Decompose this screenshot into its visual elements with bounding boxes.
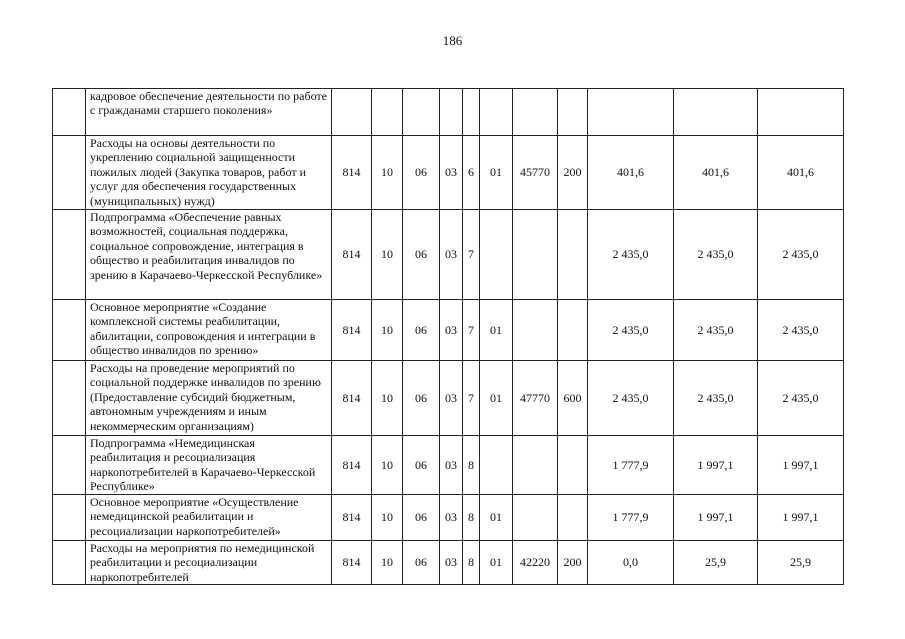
section-cell: 10 [372, 361, 403, 436]
amount-1-cell: 1 777,9 [588, 495, 674, 541]
blank-cell [53, 300, 86, 361]
amount-2-cell: 401,6 [674, 136, 758, 210]
name-cell: кадровое обеспечение деятельности по работе с гражданами старшего поколения» [86, 89, 332, 136]
event-cell [480, 89, 513, 136]
amount-3-cell: 2 435,0 [758, 361, 844, 436]
subprogram-cell: 6 [463, 136, 480, 210]
expense-type-cell: 600 [558, 361, 588, 436]
admin-code-cell: 814 [332, 300, 372, 361]
program-cell: 03 [440, 361, 463, 436]
section-cell: 10 [372, 436, 403, 495]
section-cell: 10 [372, 136, 403, 210]
amount-2-cell [674, 89, 758, 136]
amount-2-cell: 1 997,1 [674, 495, 758, 541]
section-cell [372, 89, 403, 136]
blank-cell [53, 361, 86, 436]
admin-code-cell: 814 [332, 495, 372, 541]
expense-type-cell [558, 300, 588, 361]
subsection-cell: 06 [403, 436, 440, 495]
name-cell: Расходы на мероприятия по немедицинской реабилитации и ресоциализации наркопотребителей [86, 541, 332, 585]
direction-cell [513, 495, 558, 541]
amount-3-cell: 1 997,1 [758, 495, 844, 541]
subprogram-cell [463, 89, 480, 136]
program-cell: 03 [440, 300, 463, 361]
event-cell: 01 [480, 361, 513, 436]
amount-2-cell: 1 997,1 [674, 436, 758, 495]
amount-3-cell: 1 997,1 [758, 436, 844, 495]
page-number: 186 [442, 33, 463, 48]
table-row [53, 541, 844, 585]
admin-code-cell: 814 [332, 210, 372, 300]
subsection-cell: 06 [403, 136, 440, 210]
table-row [53, 495, 844, 541]
direction-cell: 42220 [513, 541, 558, 585]
name-cell: Расходы на проведение мероприятий по социальной поддержке инвалидов по зрению (Предоставление субсидий бюджетным, автономным учреждениям и иным некоммерческим организациям) [86, 361, 332, 436]
subsection-cell [403, 89, 440, 136]
amount-2-cell: 25,9 [674, 541, 758, 585]
blank-cell [53, 541, 86, 585]
program-cell: 03 [440, 541, 463, 585]
amount-1-cell: 2 435,0 [588, 300, 674, 361]
subprogram-cell: 8 [463, 495, 480, 541]
amount-3-cell: 2 435,0 [758, 300, 844, 361]
blank-cell [53, 89, 86, 136]
amount-2-cell: 2 435,0 [674, 361, 758, 436]
section-cell: 10 [372, 300, 403, 361]
direction-cell: 45770 [513, 136, 558, 210]
event-cell [480, 210, 513, 300]
amount-2-cell: 2 435,0 [674, 300, 758, 361]
program-cell: 03 [440, 436, 463, 495]
amount-1-cell [588, 89, 674, 136]
expense-type-cell [558, 210, 588, 300]
table-row [53, 89, 844, 136]
subprogram-cell: 7 [463, 361, 480, 436]
amount-1-cell: 0,0 [588, 541, 674, 585]
table-row [53, 436, 844, 495]
subsection-cell: 06 [403, 210, 440, 300]
amount-1-cell: 2 435,0 [588, 361, 674, 436]
subprogram-cell: 7 [463, 210, 480, 300]
table-row [53, 210, 844, 300]
expense-type-cell [558, 495, 588, 541]
direction-cell [513, 210, 558, 300]
amount-2-cell: 2 435,0 [674, 210, 758, 300]
expense-type-cell: 200 [558, 541, 588, 585]
table-row [53, 300, 844, 361]
expense-type-cell: 200 [558, 136, 588, 210]
blank-cell [53, 210, 86, 300]
expense-type-cell [558, 89, 588, 136]
program-cell [440, 89, 463, 136]
amount-1-cell: 2 435,0 [588, 210, 674, 300]
blank-cell [53, 136, 86, 210]
event-cell: 01 [480, 300, 513, 361]
subsection-cell: 06 [403, 361, 440, 436]
table-row [53, 136, 844, 210]
subprogram-cell: 8 [463, 541, 480, 585]
blank-cell [53, 495, 86, 541]
amount-1-cell: 1 777,9 [588, 436, 674, 495]
amount-3-cell: 25,9 [758, 541, 844, 585]
admin-code-cell: 814 [332, 436, 372, 495]
expense-type-cell [558, 436, 588, 495]
section-cell: 10 [372, 210, 403, 300]
event-cell: 01 [480, 541, 513, 585]
event-cell [480, 436, 513, 495]
section-cell: 10 [372, 541, 403, 585]
admin-code-cell: 814 [332, 136, 372, 210]
name-cell: Основное мероприятие «Создание комплексной системы реабилитации, абилитации, сопровождения и интеграции в общество инвалидов по зрению» [86, 300, 332, 361]
name-cell: Подпрограмма «Обеспечение равных возможностей, социальная поддержка, социальное сопровождение, интеграция в общество и реабилитация инвалидов по зрению в Карачаево-Черкесской Республике» [86, 210, 332, 300]
admin-code-cell: 814 [332, 541, 372, 585]
amount-3-cell [758, 89, 844, 136]
subprogram-cell: 8 [463, 436, 480, 495]
amount-3-cell: 401,6 [758, 136, 844, 210]
section-cell: 10 [372, 495, 403, 541]
blank-cell [53, 436, 86, 495]
event-cell: 01 [480, 495, 513, 541]
amount-1-cell: 401,6 [588, 136, 674, 210]
program-cell: 03 [440, 136, 463, 210]
budget-table [52, 88, 844, 585]
subsection-cell: 06 [403, 495, 440, 541]
subprogram-cell: 7 [463, 300, 480, 361]
direction-cell [513, 300, 558, 361]
table-row [53, 361, 844, 436]
subsection-cell: 06 [403, 541, 440, 585]
program-cell: 03 [440, 210, 463, 300]
direction-cell [513, 89, 558, 136]
admin-code-cell: 814 [332, 361, 372, 436]
direction-cell: 47770 [513, 361, 558, 436]
program-cell: 03 [440, 495, 463, 541]
name-cell: Подпрограмма «Немедицинская реабилитация и ресоциализация наркопотребителей в Карачаево-Черкесской Республике» [86, 436, 332, 495]
event-cell: 01 [480, 136, 513, 210]
name-cell: Основное мероприятие «Осуществление немедицинской реабилитации и ресоциализации наркопотребителей» [86, 495, 332, 541]
name-cell: Расходы на основы деятельности по укреплению социальной защищенности пожилых людей (Закупка товаров, работ и услуг для обеспечения государственных (муниципальных) нужд) [86, 136, 332, 210]
amount-3-cell: 2 435,0 [758, 210, 844, 300]
direction-cell [513, 436, 558, 495]
subsection-cell: 06 [403, 300, 440, 361]
admin-code-cell [332, 89, 372, 136]
